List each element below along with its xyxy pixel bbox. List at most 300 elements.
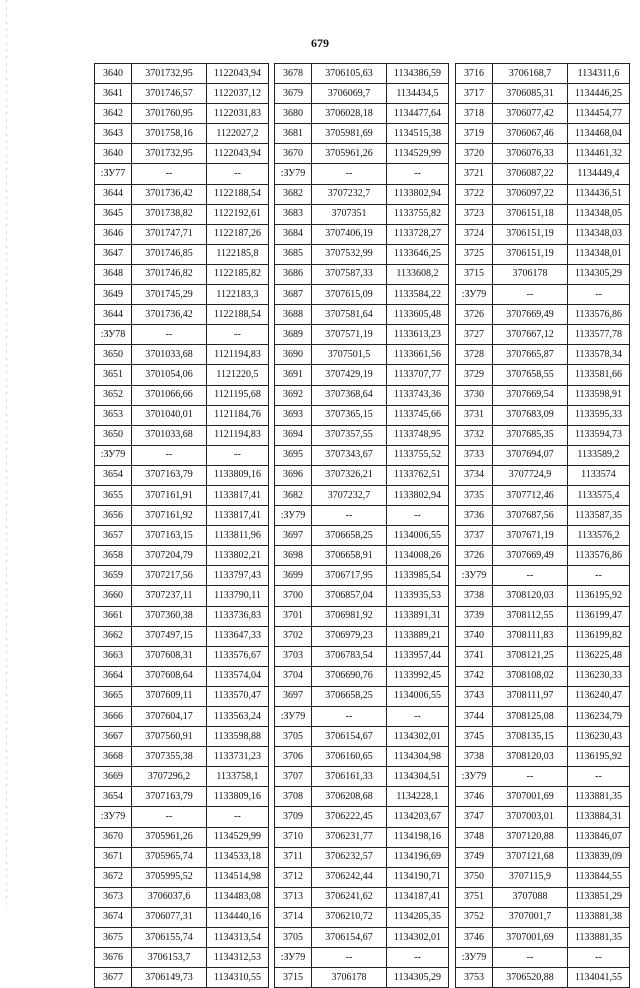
x-coordinate-cell: 3707587,33 [312, 264, 387, 284]
point-number-cell: 3653 [95, 405, 132, 425]
x-coordinate-cell: 3701758,16 [132, 124, 207, 144]
point-number-cell: 3641 [95, 84, 132, 104]
y-coordinate-cell: -- [568, 566, 630, 586]
table-row [456, 787, 630, 807]
y-coordinate-cell: 1134533,18 [207, 847, 269, 867]
point-number-cell: 3731 [456, 405, 493, 425]
point-number-cell: 3688 [275, 305, 312, 325]
x-coordinate-cell: 3708121,25 [493, 646, 568, 666]
y-coordinate-cell: 1134203,67 [387, 807, 449, 827]
point-number-cell: 3742 [456, 666, 493, 686]
table-row [275, 325, 449, 345]
x-coordinate-cell: 3707355,38 [132, 747, 207, 767]
table-row [95, 827, 269, 847]
x-coordinate-cell: 3707667,12 [493, 325, 568, 345]
table-row [275, 626, 449, 646]
y-coordinate-cell: 1133846,07 [568, 827, 630, 847]
table-row [95, 164, 269, 184]
point-number-cell: 3668 [95, 747, 132, 767]
x-coordinate-cell: 3701054,06 [132, 365, 207, 385]
point-number-cell: 3645 [95, 204, 132, 224]
x-coordinate-cell: -- [493, 948, 568, 968]
x-coordinate-cell: 3701746,85 [132, 244, 207, 264]
table-row [456, 84, 630, 104]
table-row [456, 626, 630, 646]
x-coordinate-cell: -- [312, 164, 387, 184]
table-row [456, 445, 630, 465]
point-number-cell: 3654 [95, 787, 132, 807]
table-row [95, 586, 269, 606]
x-coordinate-cell: 3706087,22 [493, 164, 568, 184]
table-row [275, 646, 449, 666]
x-coordinate-cell: 3708111,97 [493, 686, 568, 706]
table-row [456, 546, 630, 566]
y-coordinate-cell: 1134313,54 [207, 928, 269, 948]
x-coordinate-cell: -- [132, 445, 207, 465]
table-row [95, 425, 269, 445]
table-row [275, 465, 449, 485]
x-coordinate-cell: 3707571,19 [312, 325, 387, 345]
y-coordinate-cell: 1133576,86 [568, 305, 630, 325]
y-coordinate-cell: 1133817,41 [207, 485, 269, 505]
table-row [95, 807, 269, 827]
point-number-cell: 3745 [456, 727, 493, 747]
table-row [275, 867, 449, 887]
y-coordinate-cell: 1133598,91 [568, 385, 630, 405]
table-row [275, 928, 449, 948]
table-row [95, 787, 269, 807]
table-row [456, 285, 630, 305]
x-coordinate-cell: 3707232,7 [312, 485, 387, 505]
y-coordinate-cell: 1134305,29 [387, 968, 449, 988]
table-row [95, 264, 269, 284]
point-number-cell: 3712 [275, 867, 312, 887]
y-coordinate-cell: 1133707,77 [387, 365, 449, 385]
point-number-cell: 3708 [275, 787, 312, 807]
y-coordinate-cell: 1136195,92 [568, 747, 630, 767]
table-row [275, 606, 449, 626]
y-coordinate-cell: 1122043,94 [207, 144, 269, 164]
point-number-cell: 3691 [275, 365, 312, 385]
table-row [456, 465, 630, 485]
x-coordinate-cell: -- [312, 506, 387, 526]
table-row [275, 84, 449, 104]
y-coordinate-cell: -- [387, 164, 449, 184]
table-row [95, 968, 269, 988]
point-number-cell: 3643 [95, 124, 132, 144]
point-number-cell: :ЗУ79 [275, 506, 312, 526]
table-row [95, 928, 269, 948]
point-number-cell: 3646 [95, 224, 132, 244]
point-number-cell: 3721 [456, 164, 493, 184]
table-row [275, 305, 449, 325]
table-row [275, 546, 449, 566]
x-coordinate-cell: 3706028,18 [312, 104, 387, 124]
y-coordinate-cell: 1133992,45 [387, 666, 449, 686]
y-coordinate-cell: 1133574 [568, 465, 630, 485]
table-row [275, 767, 449, 787]
point-number-cell: 3650 [95, 425, 132, 445]
x-coordinate-cell: 3701760,95 [132, 104, 207, 124]
x-coordinate-cell: 3706155,74 [132, 928, 207, 948]
y-coordinate-cell: 1134312,53 [207, 948, 269, 968]
point-number-cell: 3704 [275, 666, 312, 686]
y-coordinate-cell: 1136240,47 [568, 686, 630, 706]
x-coordinate-cell: 3701033,68 [132, 345, 207, 365]
point-number-cell: 3746 [456, 928, 493, 948]
x-coordinate-cell: 3706149,73 [132, 968, 207, 988]
point-number-cell: 3711 [275, 847, 312, 867]
x-coordinate-cell: 3707120,88 [493, 827, 568, 847]
table-row [95, 626, 269, 646]
y-coordinate-cell: 1134529,99 [207, 827, 269, 847]
x-coordinate-cell: 3707357,55 [312, 425, 387, 445]
x-coordinate-cell: 3701033,68 [132, 425, 207, 445]
table-row [275, 385, 449, 405]
table-row [95, 465, 269, 485]
y-coordinate-cell: 1134454,77 [568, 104, 630, 124]
x-coordinate-cell: -- [132, 807, 207, 827]
y-coordinate-cell: 1133661,56 [387, 345, 449, 365]
point-number-cell: 3685 [275, 244, 312, 264]
x-coordinate-cell: 3706242,44 [312, 867, 387, 887]
point-number-cell: 3727 [456, 325, 493, 345]
table-row [456, 606, 630, 626]
table-row [456, 124, 630, 144]
y-coordinate-cell: 1133881,35 [568, 787, 630, 807]
x-coordinate-cell: 3707694,07 [493, 445, 568, 465]
point-number-cell: 3751 [456, 887, 493, 907]
x-coordinate-cell: 3706783,54 [312, 646, 387, 666]
x-coordinate-cell: -- [132, 325, 207, 345]
y-coordinate-cell: 1133587,35 [568, 506, 630, 526]
y-coordinate-cell: 1122188,54 [207, 305, 269, 325]
y-coordinate-cell: 1134196,69 [387, 847, 449, 867]
x-coordinate-cell: 3707665,87 [493, 345, 568, 365]
table-row [95, 124, 269, 144]
point-number-cell: 3644 [95, 184, 132, 204]
y-coordinate-cell: -- [387, 948, 449, 968]
y-coordinate-cell: 1136199,82 [568, 626, 630, 646]
y-coordinate-cell: 1133574,04 [207, 666, 269, 686]
table-row [95, 405, 269, 425]
point-number-cell: 3730 [456, 385, 493, 405]
x-coordinate-cell: 3707343,67 [312, 445, 387, 465]
y-coordinate-cell: 1134187,41 [387, 887, 449, 907]
x-coordinate-cell: 3708135,15 [493, 727, 568, 747]
point-number-cell: 3709 [275, 807, 312, 827]
table-row [275, 707, 449, 727]
x-coordinate-cell: 3707669,49 [493, 305, 568, 325]
table-row [456, 485, 630, 505]
y-coordinate-cell: 1134483,08 [207, 887, 269, 907]
y-coordinate-cell: 1133884,31 [568, 807, 630, 827]
table-row [456, 948, 630, 968]
point-number-cell: 3692 [275, 385, 312, 405]
point-number-cell: :ЗУ79 [456, 566, 493, 586]
x-coordinate-cell: 3707609,11 [132, 686, 207, 706]
y-coordinate-cell: 1133839,09 [568, 847, 630, 867]
point-number-cell: 3715 [456, 264, 493, 284]
y-coordinate-cell: 1133577,78 [568, 325, 630, 345]
x-coordinate-cell: 3701745,29 [132, 285, 207, 305]
x-coordinate-cell: 3708120,03 [493, 586, 568, 606]
point-number-cell: 3682 [275, 184, 312, 204]
x-coordinate-cell: 3701736,42 [132, 184, 207, 204]
table-row [95, 707, 269, 727]
point-number-cell: :ЗУ79 [275, 948, 312, 968]
table-row [95, 646, 269, 666]
x-coordinate-cell: -- [493, 285, 568, 305]
point-number-cell: 3724 [456, 224, 493, 244]
y-coordinate-cell: 1122037,12 [207, 84, 269, 104]
point-number-cell: 3741 [456, 646, 493, 666]
y-coordinate-cell: 1122187,26 [207, 224, 269, 244]
point-number-cell: 3661 [95, 606, 132, 626]
point-number-cell: 3695 [275, 445, 312, 465]
y-coordinate-cell: 1134302,01 [387, 727, 449, 747]
y-coordinate-cell: 1134006,55 [387, 526, 449, 546]
y-coordinate-cell: 1122185,8 [207, 244, 269, 264]
y-coordinate-cell: 1122031,83 [207, 104, 269, 124]
table-row [95, 747, 269, 767]
table-row [95, 285, 269, 305]
point-number-cell: 3644 [95, 305, 132, 325]
table-row [275, 244, 449, 264]
point-number-cell: 3658 [95, 546, 132, 566]
table-row [95, 84, 269, 104]
coordinates-table-right [455, 63, 630, 988]
point-number-cell: 3719 [456, 124, 493, 144]
table-row [95, 485, 269, 505]
x-coordinate-cell: 3707237,11 [132, 586, 207, 606]
table-row [456, 586, 630, 606]
point-number-cell: 3699 [275, 566, 312, 586]
table-row [456, 928, 630, 948]
x-coordinate-cell: 3707365,15 [312, 405, 387, 425]
y-coordinate-cell: 1133881,38 [568, 907, 630, 927]
point-number-cell: 3683 [275, 204, 312, 224]
table-row [95, 727, 269, 747]
y-coordinate-cell: 1134515,38 [387, 124, 449, 144]
point-number-cell: 3681 [275, 124, 312, 144]
table-row [456, 968, 630, 988]
point-number-cell: 3735 [456, 485, 493, 505]
y-coordinate-cell: 1133957,44 [387, 646, 449, 666]
table-row [95, 686, 269, 706]
page-number: 679 [311, 36, 329, 50]
point-number-cell: 3689 [275, 325, 312, 345]
table-row [456, 244, 630, 264]
y-coordinate-cell: 1134461,32 [568, 144, 630, 164]
x-coordinate-cell: 3701732,95 [132, 144, 207, 164]
table-row [275, 807, 449, 827]
point-number-cell: 3677 [95, 968, 132, 988]
y-coordinate-cell: 1133589,2 [568, 445, 630, 465]
x-coordinate-cell: 3706857,04 [312, 586, 387, 606]
point-number-cell: 3694 [275, 425, 312, 445]
y-coordinate-cell: 1122043,94 [207, 64, 269, 84]
x-coordinate-cell: 3705965,74 [132, 847, 207, 867]
x-coordinate-cell: 3707608,64 [132, 666, 207, 686]
x-coordinate-cell: 3706210,72 [312, 907, 387, 927]
y-coordinate-cell: 1133762,51 [387, 465, 449, 485]
point-number-cell: 3747 [456, 807, 493, 827]
y-coordinate-cell: 1134436,51 [568, 184, 630, 204]
point-number-cell: 3738 [456, 747, 493, 767]
table-row [95, 64, 269, 84]
point-number-cell: 3752 [456, 907, 493, 927]
y-coordinate-cell: 1133595,33 [568, 405, 630, 425]
point-number-cell: 3740 [456, 626, 493, 646]
point-number-cell: 3738 [456, 586, 493, 606]
table-row [95, 526, 269, 546]
x-coordinate-cell: 3707351 [312, 204, 387, 224]
x-coordinate-cell: -- [132, 164, 207, 184]
table-row [456, 325, 630, 345]
x-coordinate-cell: 3705981,69 [312, 124, 387, 144]
point-number-cell: 3671 [95, 847, 132, 867]
point-number-cell: 3717 [456, 84, 493, 104]
point-number-cell: 3684 [275, 224, 312, 244]
point-number-cell: 3664 [95, 666, 132, 686]
point-number-cell: 3657 [95, 526, 132, 546]
table-row [275, 164, 449, 184]
table-row [275, 686, 449, 706]
y-coordinate-cell: 1122027,2 [207, 124, 269, 144]
table-row [456, 526, 630, 546]
point-number-cell: 3663 [95, 646, 132, 666]
table-row [456, 184, 630, 204]
table-row [95, 325, 269, 345]
table-row [456, 264, 630, 284]
y-coordinate-cell: 1134348,05 [568, 204, 630, 224]
table-row [275, 887, 449, 907]
table-row [275, 345, 449, 365]
x-coordinate-cell: 3707683,09 [493, 405, 568, 425]
x-coordinate-cell: 3706717,95 [312, 566, 387, 586]
table-row [95, 907, 269, 927]
point-number-cell: 3672 [95, 867, 132, 887]
point-number-cell: 3665 [95, 686, 132, 706]
y-coordinate-cell: 1133809,16 [207, 465, 269, 485]
x-coordinate-cell: 3707326,21 [312, 465, 387, 485]
table-row [275, 948, 449, 968]
table-row [456, 64, 630, 84]
table-row [95, 566, 269, 586]
point-number-cell: 3670 [95, 827, 132, 847]
table-row [275, 907, 449, 927]
table-row [95, 847, 269, 867]
table-row [456, 646, 630, 666]
point-number-cell: 3725 [456, 244, 493, 264]
point-number-cell: 3707 [275, 767, 312, 787]
table-row [95, 204, 269, 224]
point-number-cell: 3676 [95, 948, 132, 968]
point-number-cell: 3714 [275, 907, 312, 927]
y-coordinate-cell: 1133578,34 [568, 345, 630, 365]
table-row [95, 546, 269, 566]
y-coordinate-cell: 1133570,47 [207, 686, 269, 706]
table-row [456, 506, 630, 526]
y-coordinate-cell: 1134310,55 [207, 968, 269, 988]
point-number-cell: :ЗУ77 [95, 164, 132, 184]
x-coordinate-cell: 3707615,09 [312, 285, 387, 305]
x-coordinate-cell: 3707115,9 [493, 867, 568, 887]
point-number-cell: 3705 [275, 727, 312, 747]
y-coordinate-cell: 1133985,54 [387, 566, 449, 586]
table-row [275, 405, 449, 425]
y-coordinate-cell: 1133809,16 [207, 787, 269, 807]
x-coordinate-cell: 3707671,19 [493, 526, 568, 546]
table-row [456, 345, 630, 365]
x-coordinate-cell: 3707161,91 [132, 485, 207, 505]
y-coordinate-cell: 1133802,21 [207, 546, 269, 566]
y-coordinate-cell: -- [568, 948, 630, 968]
x-coordinate-cell: 3706067,46 [493, 124, 568, 144]
point-number-cell: 3659 [95, 566, 132, 586]
x-coordinate-cell: 3706105,63 [312, 64, 387, 84]
x-coordinate-cell: 3701738,82 [132, 204, 207, 224]
y-coordinate-cell: 1134304,51 [387, 767, 449, 787]
table-row [95, 365, 269, 385]
table-row [275, 787, 449, 807]
x-coordinate-cell: 3707163,79 [132, 787, 207, 807]
table-row [456, 164, 630, 184]
x-coordinate-cell: 3706658,25 [312, 686, 387, 706]
point-number-cell: 3736 [456, 506, 493, 526]
point-number-cell: :ЗУ79 [95, 445, 132, 465]
y-coordinate-cell: 1133811,96 [207, 526, 269, 546]
y-coordinate-cell: 1133755,52 [387, 445, 449, 465]
point-number-cell: 3647 [95, 244, 132, 264]
table-row [275, 144, 449, 164]
point-number-cell: :ЗУ79 [456, 948, 493, 968]
point-number-cell: 3690 [275, 345, 312, 365]
y-coordinate-cell: 1133647,33 [207, 626, 269, 646]
table-row [456, 887, 630, 907]
x-coordinate-cell: 3707368,64 [312, 385, 387, 405]
point-number-cell: 3729 [456, 365, 493, 385]
y-coordinate-cell: 1134386,59 [387, 64, 449, 84]
table-row [95, 345, 269, 365]
x-coordinate-cell: 3708120,03 [493, 747, 568, 767]
table-row [275, 285, 449, 305]
table-row [456, 305, 630, 325]
y-coordinate-cell: 1122188,54 [207, 184, 269, 204]
y-coordinate-cell: 1134302,01 [387, 928, 449, 948]
x-coordinate-cell: 3701746,57 [132, 84, 207, 104]
y-coordinate-cell: 1133748,95 [387, 425, 449, 445]
x-coordinate-cell: 3707232,7 [312, 184, 387, 204]
x-coordinate-cell: 3708125,08 [493, 707, 568, 727]
y-coordinate-cell: 1134006,55 [387, 686, 449, 706]
y-coordinate-cell: -- [207, 807, 269, 827]
point-number-cell: 3648 [95, 264, 132, 284]
x-coordinate-cell: -- [493, 566, 568, 586]
x-coordinate-cell: 3707161,92 [132, 506, 207, 526]
point-number-cell: 3651 [95, 365, 132, 385]
point-number-cell: 3682 [275, 485, 312, 505]
y-coordinate-cell: -- [207, 325, 269, 345]
table-row [95, 144, 269, 164]
x-coordinate-cell: 3706981,92 [312, 606, 387, 626]
x-coordinate-cell: 3701736,42 [132, 305, 207, 325]
table-row [275, 365, 449, 385]
table-row [275, 566, 449, 586]
point-number-cell: 3701 [275, 606, 312, 626]
point-number-cell: 3726 [456, 305, 493, 325]
